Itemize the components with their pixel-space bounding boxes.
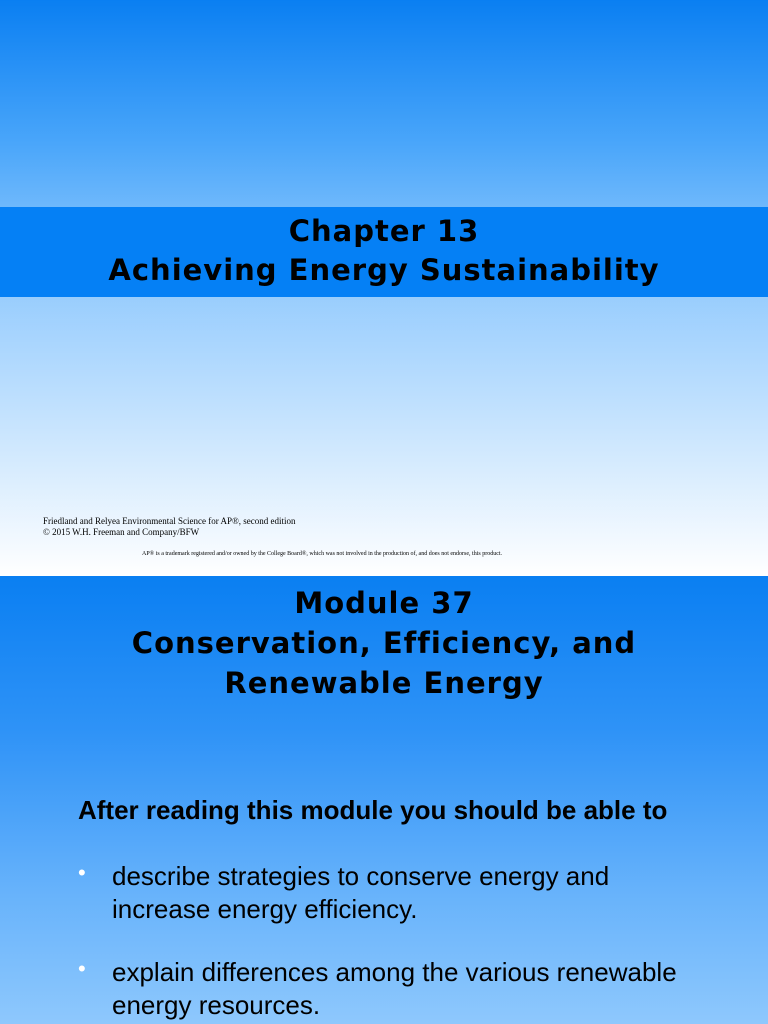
chapter-title: Achieving Energy Sustainability [108,253,660,287]
chapter-label: Chapter 13 [288,214,480,248]
module-title-line-2: Renewable Energy [224,666,544,700]
module-objectives-slide [0,576,768,1024]
publisher-credit-line: Friedland and Relyea Environmental Science for AP®, second edition [43,516,296,526]
trademark-note: AP® is a trademark registered and/or owned by the College Board®, which was not involved in the production of, and does not endorse, this product. [142,551,503,557]
objective-item [78,956,698,1022]
copyright-line: © 2015 W.H. Freeman and Company/BFW [43,527,200,537]
bullet-icon: • [78,956,86,981]
objectives-intro: After reading this module you should be able to [78,795,668,825]
module-label: Module 37 [294,586,474,620]
objective-text: explain differences among the various renewable energy resources. [112,957,677,1020]
objective-text: describe strategies to conserve energy and increase energy efficiency. [112,861,610,924]
objective-item [78,860,698,926]
module-title-line-1: Conservation, Efficiency, and [131,626,637,660]
bullet-icon: • [78,860,86,885]
